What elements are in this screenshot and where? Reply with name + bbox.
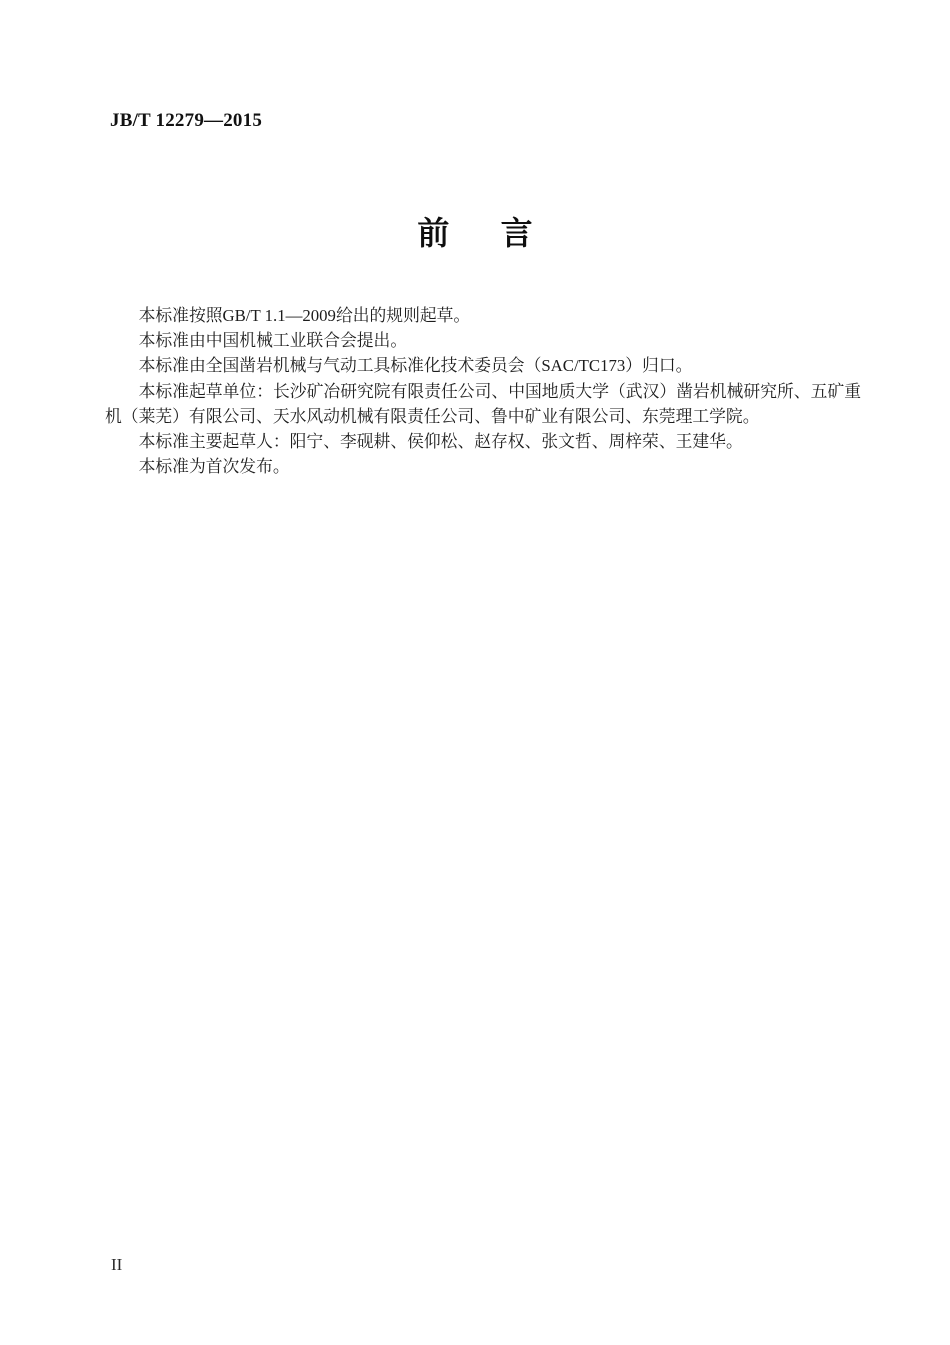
foreword-paragraph: 本标准由中国机械工业联合会提出。 [138, 331, 408, 351]
foreword-paragraph: 本标准按照GB/T 1.1—2009给出的规则起草。 [138, 306, 471, 325]
document-title: 前言 [417, 215, 584, 251]
foreword-paragraph: 本标准为首次发布。 [138, 457, 290, 477]
foreword-paragraph: 本标准起草单位：长沙矿冶研究院有限责任公司、中国地质大学（武汉）凿岩机械研究所、五矿重机（莱芜）有限公司、天水风动机械有限责任公司、鲁中矿业有限公司、东莞理工学院。 [105, 381, 861, 426]
foreword-paragraph: 本标准主要起草人：阳宁、李砚耕、侯仰松、赵存权、张文哲、周梓荣、王建华。 [138, 432, 743, 452]
foreword-body [105, 303, 861, 479]
foreword-paragraph: 本标准由全国凿岩机械与气动工具标准化技术委员会（SAC/TC173）归口。 [138, 356, 693, 376]
page-number: II [111, 1255, 123, 1274]
standard-number-header: JB/T 12279—2015 [110, 110, 263, 131]
